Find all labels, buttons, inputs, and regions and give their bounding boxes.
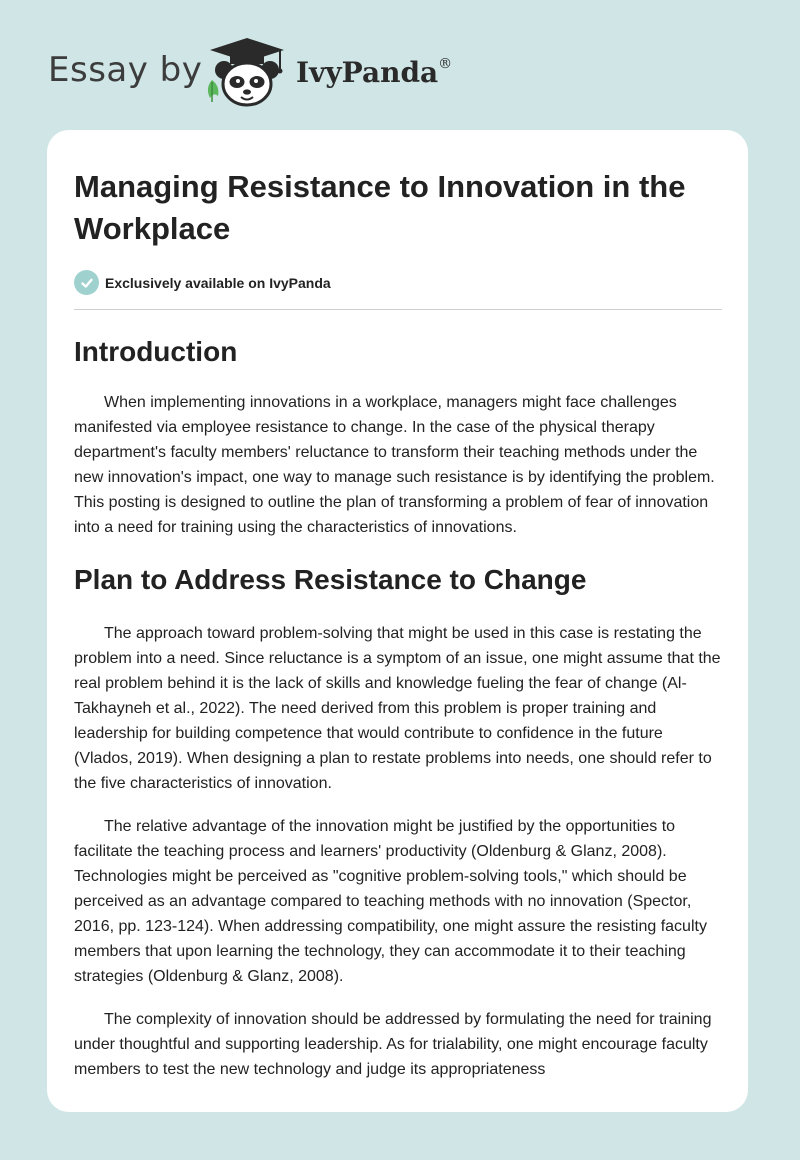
- registered-mark: ®: [438, 55, 453, 72]
- paragraph: The approach toward problem-solving that might be used in this case is restating the problem into a need. Since reluctance is a symptom of an issue, one might assume that the real problem behind it is the lack of skills and knowledge fueling the fear of change (Al-Takhayneh et al., 2022). The need derived from this problem is proper training and leadership for building competence that would contribute to confidence in the future (Vlados, 2019). When designing a plan to restate problems into needs, one should refer to the five characteristics of innovation.: [74, 625, 721, 792]
- essay-title: Managing Resistance to Innovation in the Workplace: [74, 169, 686, 246]
- panda-graduate-logo-icon[interactable]: [200, 36, 295, 108]
- brand-text[interactable]: IvyPanda: [296, 56, 439, 89]
- title-divider: [74, 309, 722, 310]
- section-heading-plan: Plan to Address Resistance to Change: [74, 564, 587, 595]
- paragraph: The relative advantage of the innovation might be justified by the opportunities to facilitate the teaching process and learners' productivity (Oldenburg & Glanz, 2008). Technologies might be perceived as "cognitive problem-solving tools," which should be perceived as an advantage compared to teaching methods with no innovation (Spector, 2016, pp. 123-124). When addressing compatibility, one might assure the resisting faculty members that upon learning the technology, they can accommodate it to their teaching strategies (Oldenburg & Glanz, 2008).: [74, 818, 707, 985]
- paragraph: The complexity of innovation should be addressed by formulating the need for training under thoughtful and supporting leadership. As for trialability, one might encourage faculty members to test the new technology and judge its appropriateness: [74, 1011, 712, 1078]
- exclusive-badge: [74, 270, 722, 295]
- section-heading-introduction: Introduction: [74, 336, 238, 367]
- essay-by-label: Essay by: [48, 50, 203, 90]
- site-header: [0, 0, 800, 130]
- paragraph: When implementing innovations in a workplace, managers might face challenges manifested via employee resistance to change. In the case of the physical therapy department's faculty members' reluctance to transform their teaching methods under the new innovation's impact, one way to manage such resistance is by identifying the problem. This posting is designed to outline the plan of transforming a problem of fear of innovation into a need for training using the characteristics of innovations.: [74, 394, 715, 536]
- brand-name[interactable]: [296, 56, 452, 89]
- exclusive-label: Exclusively available on IvyPanda: [105, 274, 331, 291]
- check-icon: [74, 270, 99, 295]
- essay-card: [47, 130, 748, 1112]
